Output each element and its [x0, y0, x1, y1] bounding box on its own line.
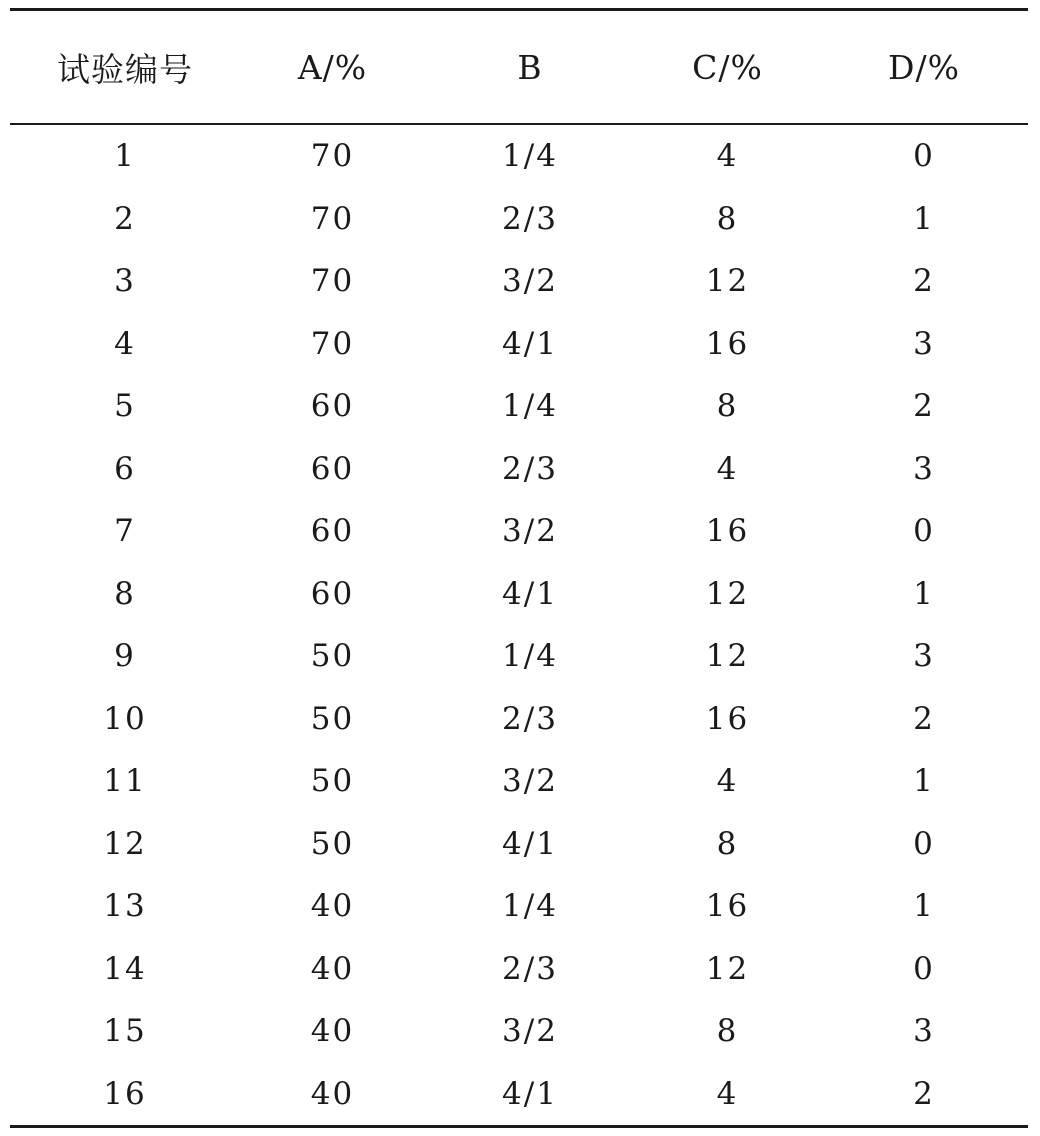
table-row [10, 500, 1028, 563]
cell-trial-number: 5 [114, 388, 136, 425]
cell-c: 12 [705, 950, 750, 987]
header-a-percent: A/% [297, 47, 368, 87]
cell-c: 8 [716, 388, 739, 425]
table-row [10, 313, 1028, 376]
cell-c: 12 [705, 575, 750, 612]
cell-d: 2 [913, 1075, 935, 1112]
cell-d: 0 [913, 138, 935, 175]
cell-d: 3 [913, 325, 935, 362]
cell-c: 4 [716, 450, 739, 487]
table-row [10, 124, 1028, 188]
cell-trial-number: 3 [114, 263, 136, 300]
table-row [10, 750, 1028, 813]
cell-trial-number: 1 [114, 138, 136, 175]
header-trial-number: 试验编号 [57, 49, 193, 89]
cell-b: 3/2 [502, 513, 558, 550]
cell-b: 3/2 [502, 763, 558, 800]
cell-d: 1 [913, 200, 935, 237]
cell-b: 4/1 [502, 325, 558, 362]
table-row [10, 813, 1028, 876]
cell-a: 70 [310, 325, 355, 362]
cell-trial-number: 11 [103, 763, 147, 800]
cell-d: 0 [913, 513, 935, 550]
experiment-table-container [10, 8, 1028, 1128]
cell-c: 4 [716, 1075, 739, 1112]
header-c-percent: C/% [692, 47, 763, 87]
table-row [10, 563, 1028, 626]
cell-d: 3 [913, 450, 935, 487]
cell-b: 1/4 [502, 638, 558, 675]
table-row [10, 1000, 1028, 1063]
cell-trial-number: 7 [114, 513, 136, 550]
table-header [10, 10, 1028, 125]
cell-b: 2/3 [502, 950, 558, 987]
cell-b: 1/4 [502, 388, 558, 425]
table-row [10, 250, 1028, 313]
cell-d: 2 [913, 700, 935, 737]
cell-c: 16 [705, 513, 750, 550]
cell-trial-number: 15 [103, 1013, 147, 1050]
header-b: B [517, 47, 543, 87]
experiment-table [10, 8, 1028, 1128]
cell-d: 1 [913, 763, 935, 800]
cell-trial-number: 16 [103, 1075, 147, 1112]
cell-trial-number: 6 [114, 450, 136, 487]
cell-d: 2 [913, 263, 935, 300]
table-row [10, 938, 1028, 1001]
cell-a: 40 [310, 1075, 355, 1112]
table-row [10, 625, 1028, 688]
cell-d: 1 [913, 888, 935, 925]
cell-c: 4 [716, 763, 739, 800]
cell-b: 1/4 [502, 138, 558, 175]
cell-a: 60 [310, 388, 355, 425]
table-row [10, 375, 1028, 438]
cell-c: 8 [716, 200, 739, 237]
cell-d: 3 [913, 1013, 935, 1050]
cell-a: 60 [310, 513, 355, 550]
table-row [10, 688, 1028, 751]
table-row [10, 188, 1028, 251]
cell-b: 4/1 [502, 1075, 558, 1112]
cell-a: 50 [310, 700, 355, 737]
cell-c: 16 [705, 700, 750, 737]
cell-c: 4 [716, 138, 739, 175]
cell-b: 2/3 [502, 700, 558, 737]
cell-a: 60 [310, 575, 355, 612]
cell-d: 0 [913, 825, 935, 862]
table-row [10, 438, 1028, 501]
cell-c: 16 [705, 888, 750, 925]
table-body [10, 124, 1028, 1127]
cell-d: 1 [913, 575, 935, 612]
cell-trial-number: 12 [103, 825, 147, 862]
cell-b: 2/3 [502, 200, 558, 237]
cell-c: 12 [705, 638, 750, 675]
cell-c: 8 [716, 825, 739, 862]
table-row [10, 875, 1028, 938]
cell-a: 40 [310, 888, 355, 925]
cell-d: 0 [913, 950, 935, 987]
cell-a: 50 [310, 763, 355, 800]
cell-trial-number: 13 [103, 888, 147, 925]
cell-c: 8 [716, 1013, 739, 1050]
cell-b: 3/2 [502, 1013, 558, 1050]
cell-b: 3/2 [502, 263, 558, 300]
cell-b: 2/3 [502, 450, 558, 487]
cell-b: 4/1 [502, 575, 558, 612]
header-d-percent: D/% [888, 47, 960, 87]
cell-trial-number: 14 [103, 950, 147, 987]
cell-b: 4/1 [502, 825, 558, 862]
cell-a: 70 [310, 200, 355, 237]
cell-a: 40 [310, 1013, 355, 1050]
cell-trial-number: 9 [114, 638, 136, 675]
cell-a: 40 [310, 950, 355, 987]
cell-trial-number: 8 [114, 575, 136, 612]
cell-trial-number: 10 [103, 700, 147, 737]
cell-a: 60 [310, 450, 355, 487]
cell-d: 3 [913, 638, 935, 675]
cell-trial-number: 4 [114, 325, 136, 362]
cell-b: 1/4 [502, 888, 558, 925]
cell-a: 70 [310, 138, 355, 175]
cell-d: 2 [913, 388, 935, 425]
table-row [10, 1063, 1028, 1127]
cell-c: 12 [705, 263, 750, 300]
cell-c: 16 [705, 325, 750, 362]
cell-trial-number: 2 [114, 200, 136, 237]
cell-a: 50 [310, 638, 355, 675]
cell-a: 50 [310, 825, 355, 862]
header-row [10, 10, 1028, 125]
cell-a: 70 [310, 263, 355, 300]
